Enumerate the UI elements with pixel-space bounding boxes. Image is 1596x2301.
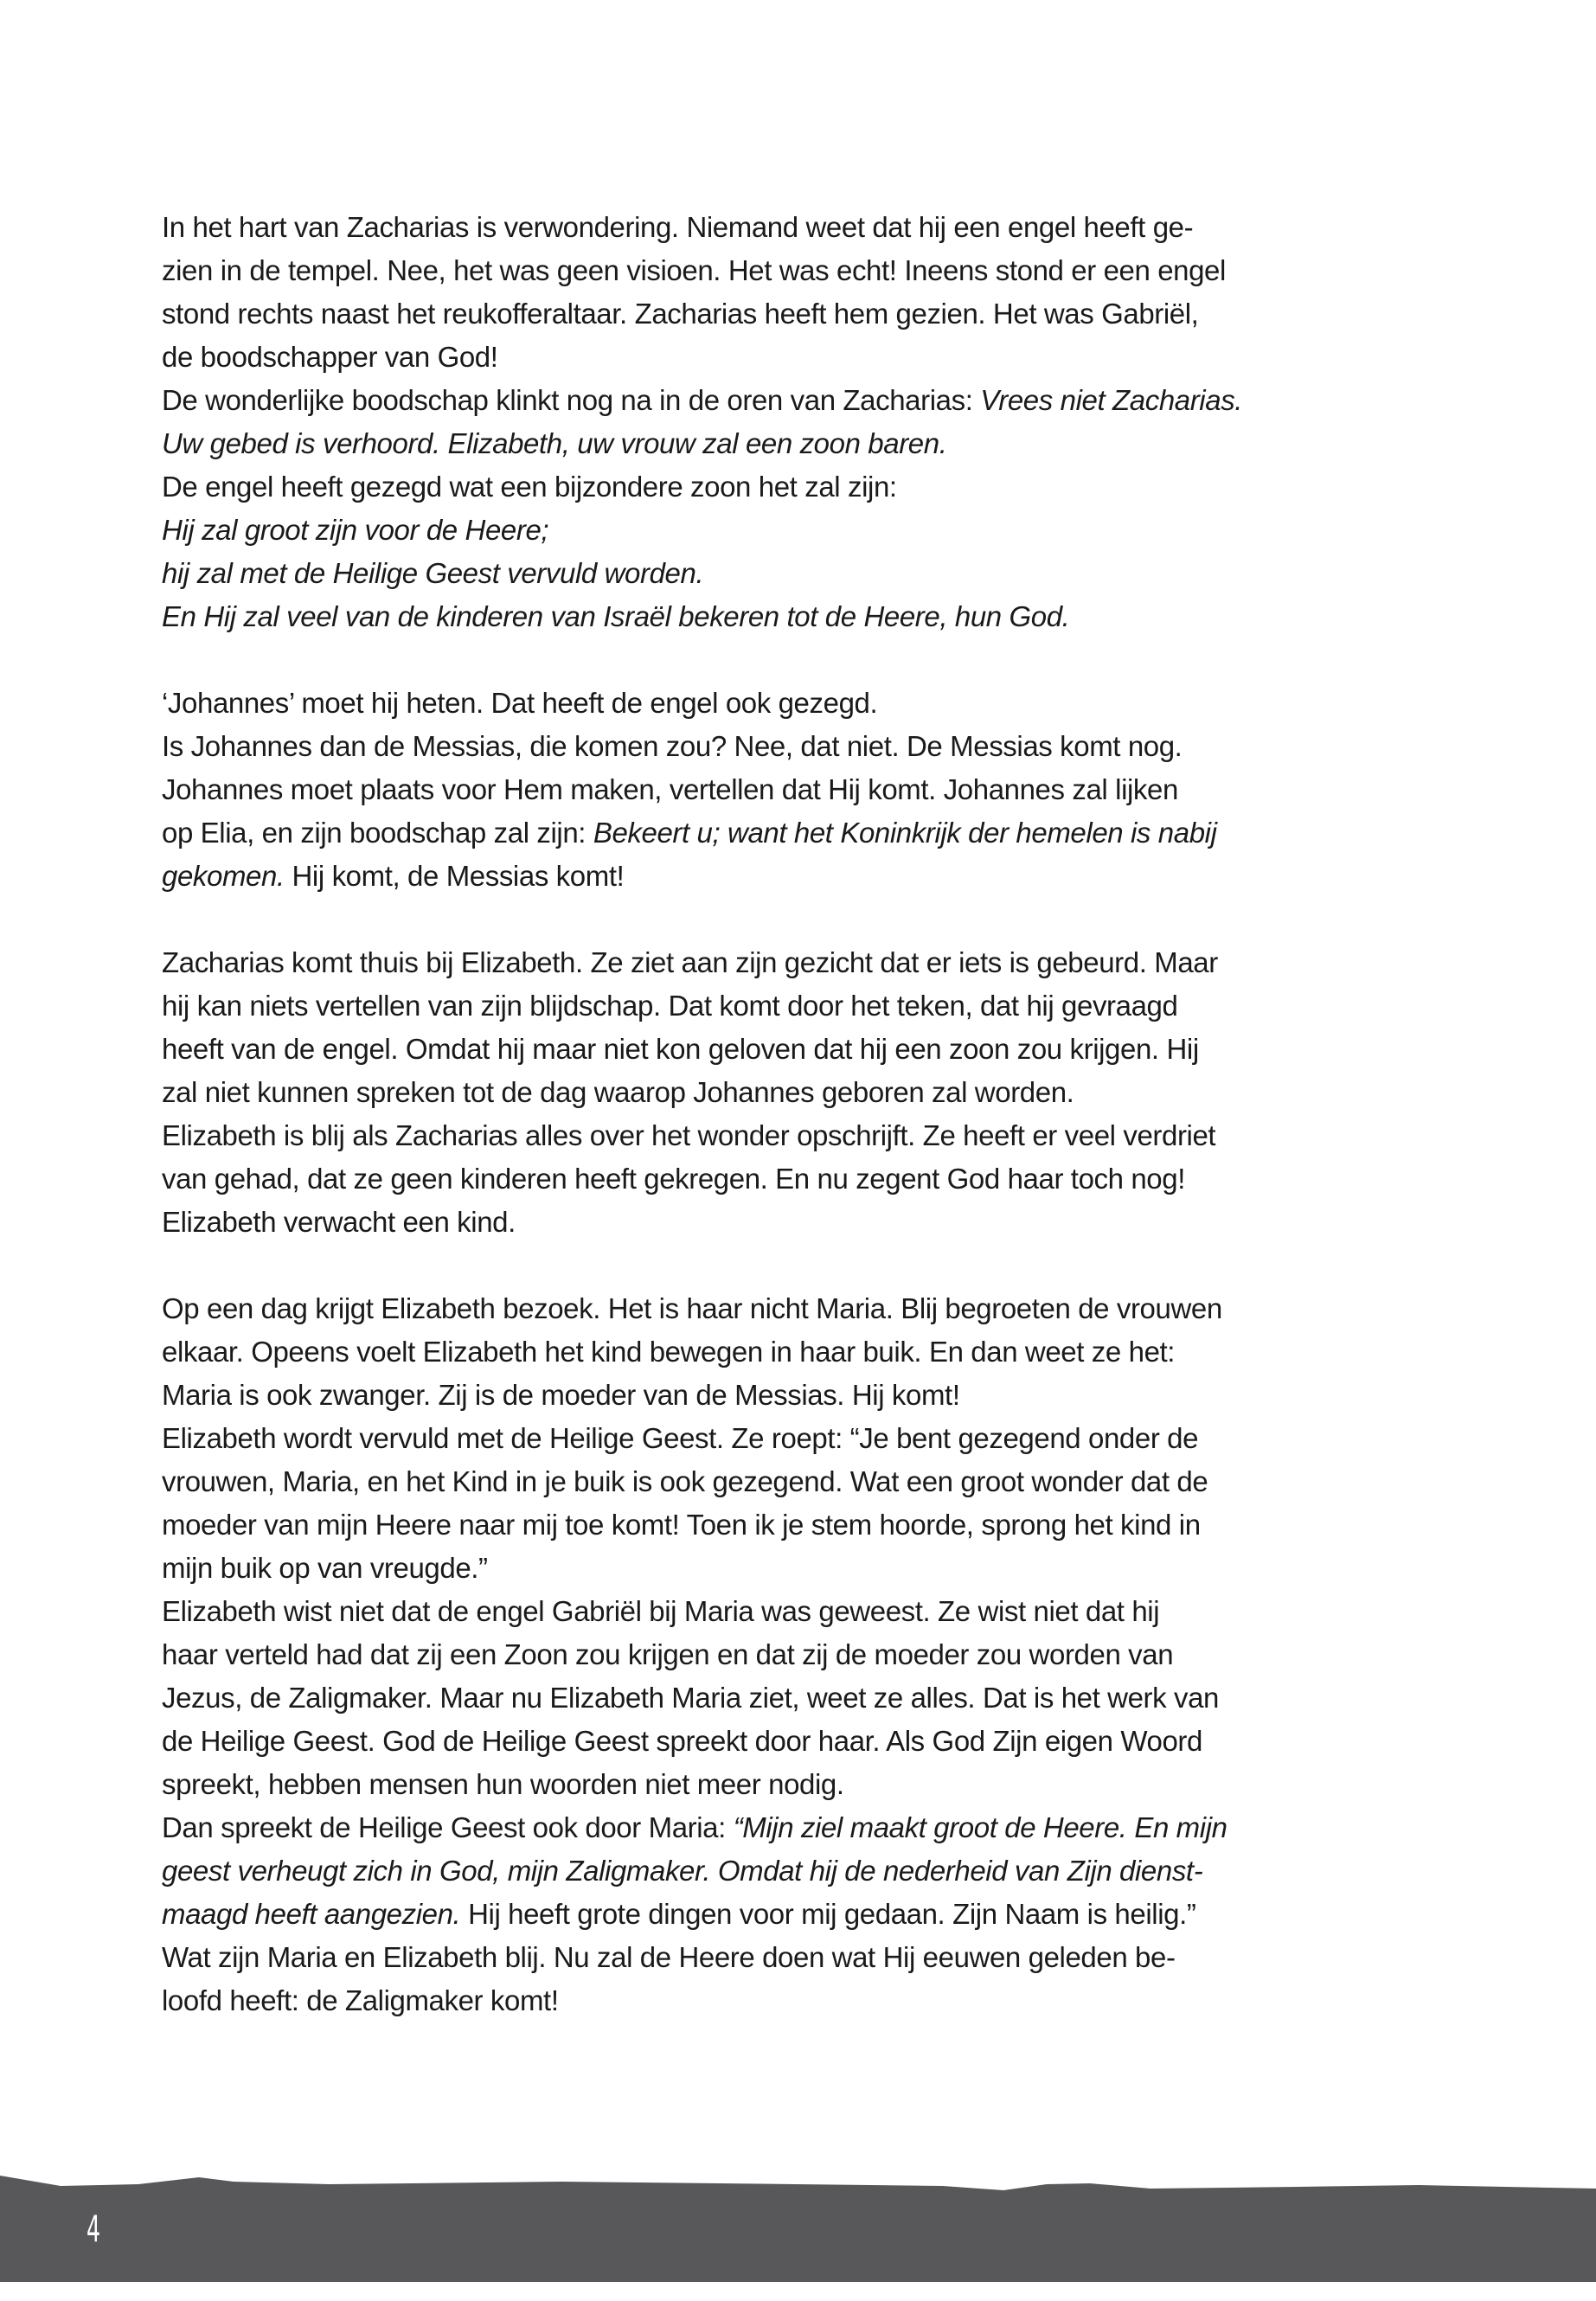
italic-quote-text: geest verheugt zich in God, mijn Zaligmaker. Omdat hij de nederheid van Zijn dienst- <box>162 1855 1203 1887</box>
body-text: haar verteld had dat zij een Zoon zou krijgen en dat zij de moeder zou worden van <box>162 1638 1174 1670</box>
body-text: ‘Johannes’ moet hij heten. Dat heeft de engel ook gezegd. <box>162 687 878 719</box>
body-text: zien in de tempel. Nee, het was geen visioen. Het was echt! Ineens stond er een engel <box>162 254 1226 286</box>
body-text: spreekt, hebben mensen hun woorden niet meer nodig. <box>162 1768 844 1800</box>
body-text: de boodschapper van God! <box>162 341 498 373</box>
italic-quote-text: Hij zal groot zijn voor de Heere; <box>162 514 549 546</box>
text-line <box>162 509 1459 552</box>
text-line <box>162 1590 1459 1633</box>
text-line <box>162 855 1459 898</box>
body-text: Hij heeft grote dingen voor mij gedaan. Zijn Naam is heilig.” <box>460 1898 1196 1930</box>
story-text <box>162 206 1459 2022</box>
text-line <box>162 1676 1459 1720</box>
text-line <box>162 1849 1459 1893</box>
body-text: moeder van mijn Heere naar mij toe komt! Toen ik je stem hoorde, sprong het kind in <box>162 1509 1201 1541</box>
italic-quote-text: hij zal met de Heilige Geest vervuld worden. <box>162 557 704 589</box>
text-line <box>162 1720 1459 1763</box>
text-line <box>162 422 1459 465</box>
body-text: stond rechts naast het reukofferaltaar. Zacharias heeft hem gezien. Het was Gabriël, <box>162 298 1199 330</box>
text-line <box>162 379 1459 422</box>
body-text: Hij komt, de Messias komt! <box>284 860 625 892</box>
body-text: Elizabeth is blij als Zacharias alles over het wonder opschrijft. Ze heeft er veel verdriet <box>162 1119 1216 1151</box>
text-line <box>162 1633 1459 1676</box>
body-text: Op een dag krijgt Elizabeth bezoek. Het is haar nicht Maria. Blij begroeten de vrouwen <box>162 1292 1222 1324</box>
page-number: 4 <box>87 2208 101 2250</box>
italic-quote-text: gekomen. <box>162 860 285 892</box>
text-line <box>162 1417 1459 1460</box>
body-text: De wonderlijke boodschap klinkt nog na in de oren van Zacharias: <box>162 384 981 416</box>
body-text: Is Johannes dan de Messias, die komen zou? Nee, dat niet. De Messias komt nog. <box>162 730 1183 762</box>
text-line <box>162 1201 1459 1244</box>
body-text: Zacharias komt thuis bij Elizabeth. Ze ziet aan zijn gezicht dat er iets is gebeurd. Maar <box>162 946 1218 978</box>
body-text: vrouwen, Maria, en het Kind in je buik is ook gezegend. Wat een groot wonder dat de <box>162 1465 1208 1497</box>
italic-quote-text: “Mijn ziel maakt groot de Heere. En mijn <box>733 1811 1227 1843</box>
italic-quote-text: Bekeert u; want het Koninkrijk der hemelen is nabij <box>593 817 1217 849</box>
body-text: op Elia, en zijn boodschap zal zijn: <box>162 817 593 849</box>
body-text: Elizabeth verwacht een kind. <box>162 1206 516 1238</box>
body-text: Elizabeth wordt vervuld met de Heilige Geest. Ze roept: “Je bent gezegend onder de <box>162 1422 1199 1454</box>
body-text: Johannes moet plaats voor Hem maken, vertellen dat Hij komt. Johannes zal lijken <box>162 773 1178 805</box>
paragraph-gap <box>162 898 1459 941</box>
body-text: Jezus, de Zaligmaker. Maar nu Elizabeth Maria ziet, weet ze alles. Dat is het werk van <box>162 1682 1219 1714</box>
italic-quote-text: Uw gebed is verhoord. Elizabeth, uw vrouw zal een zoon baren. <box>162 427 947 459</box>
body-text: loofd heeft: de Zaligmaker komt! <box>162 1984 559 2016</box>
text-line <box>162 1374 1459 1417</box>
italic-quote-text: maagd heeft aangezien. <box>162 1898 461 1930</box>
body-text: De engel heeft gezegd wat een bijzondere zoon het zal zijn: <box>162 471 897 503</box>
text-line <box>162 1330 1459 1374</box>
paragraph-gap <box>162 1244 1459 1287</box>
text-line <box>162 1071 1459 1114</box>
body-text: hij kan niets vertellen van zijn blijdschap. Dat komt door het teken, dat hij gevraagd <box>162 990 1178 1022</box>
body-text: Dan spreekt de Heilige Geest ook door Maria: <box>162 1811 734 1843</box>
italic-quote-text: Vrees niet Zacharias. <box>980 384 1243 416</box>
text-line <box>162 811 1459 855</box>
text-line <box>162 1547 1459 1590</box>
text-line <box>162 1763 1459 1806</box>
footer-brush-shape <box>0 2176 1596 2282</box>
text-line <box>162 465 1459 509</box>
footer-bar <box>0 2167 1596 2288</box>
body-text: Elizabeth wist niet dat de engel Gabriël bij Maria was geweest. Ze wist niet dat hij <box>162 1595 1160 1627</box>
text-line <box>162 1503 1459 1547</box>
text-line <box>162 1114 1459 1157</box>
text-line <box>162 1806 1459 1849</box>
text-line <box>162 768 1459 811</box>
text-line <box>162 1287 1459 1330</box>
body-text: mijn buik op van vreugde.” <box>162 1552 488 1584</box>
body-text: elkaar. Opeens voelt Elizabeth het kind bewegen in haar buik. En dan weet ze het: <box>162 1336 1176 1368</box>
body-text: heeft van de engel. Omdat hij maar niet kon geloven dat hij een zoon zou krijgen. Hij <box>162 1033 1199 1065</box>
text-line <box>162 1979 1459 2022</box>
text-line <box>162 595 1459 638</box>
text-line <box>162 206 1459 249</box>
body-text: zal niet kunnen spreken tot de dag waarop Johannes geboren zal worden. <box>162 1076 1074 1108</box>
text-line <box>162 984 1459 1028</box>
body-text: van gehad, dat ze geen kinderen heeft gekregen. En nu zegent God haar toch nog! <box>162 1163 1185 1195</box>
text-line <box>162 1460 1459 1503</box>
text-line <box>162 336 1459 379</box>
text-line <box>162 292 1459 336</box>
body-text: In het hart van Zacharias is verwondering. Niemand weet dat hij een engel heeft ge- <box>162 211 1194 243</box>
text-line <box>162 682 1459 725</box>
body-text: Wat zijn Maria en Elizabeth blij. Nu zal de Heere doen wat Hij eeuwen geleden be- <box>162 1941 1176 1973</box>
text-line <box>162 552 1459 595</box>
paragraph-gap <box>162 638 1459 682</box>
text-line <box>162 249 1459 292</box>
body-text: de Heilige Geest. God de Heilige Geest spreekt door haar. Als God Zijn eigen Woord <box>162 1725 1202 1757</box>
italic-quote-text: En Hij zal veel van de kinderen van Israël bekeren tot de Heere, hun God. <box>162 600 1070 632</box>
text-line <box>162 725 1459 768</box>
text-line <box>162 941 1459 984</box>
body-text: Maria is ook zwanger. Zij is de moeder van de Messias. Hij komt! <box>162 1379 960 1411</box>
text-line <box>162 1936 1459 1979</box>
text-line <box>162 1028 1459 1071</box>
text-line <box>162 1893 1459 1936</box>
text-line <box>162 1157 1459 1201</box>
